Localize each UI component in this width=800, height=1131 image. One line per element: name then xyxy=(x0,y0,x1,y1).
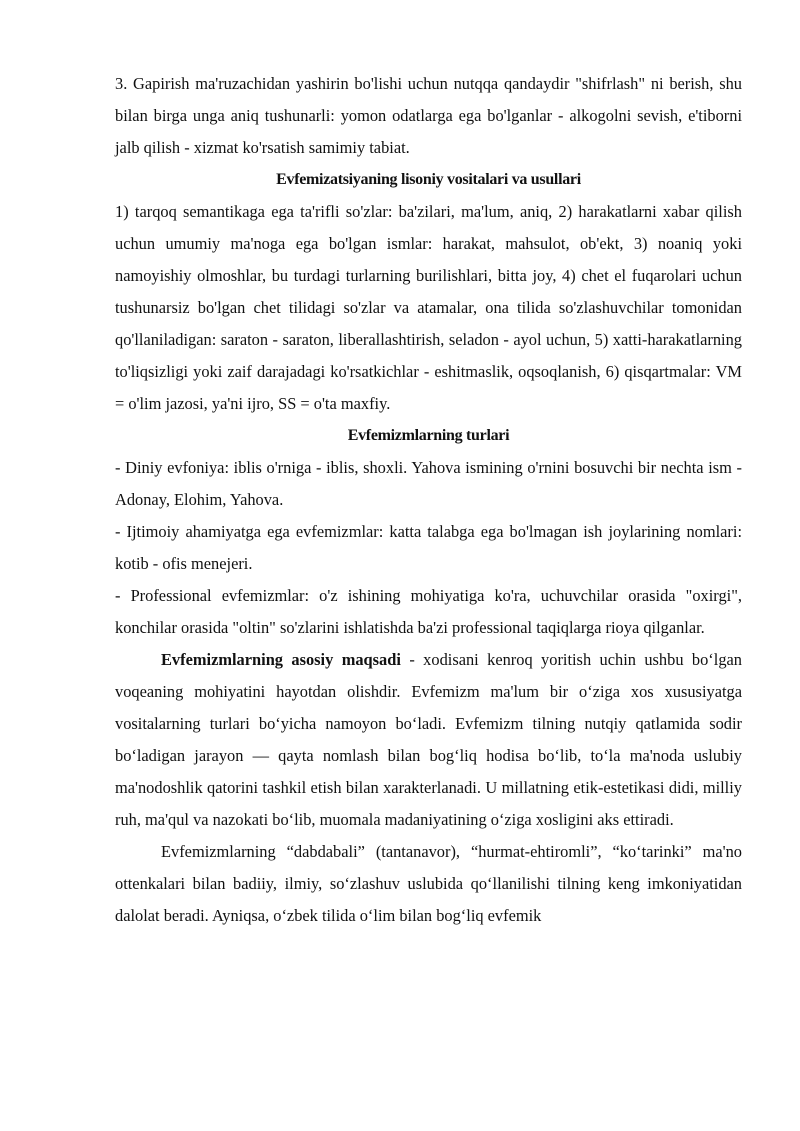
heading-lisoniy-vositalar: Evfemizatsiyaning lisoniy vositalari va usullari xyxy=(276,171,581,188)
list-item-professional: - Professional evfemizmlar: o'z ishining mohiyatiga ko'ra, uchuvchilar orasida "oxirgi", konchilar orasida "oltin" so'zlarini ishlatishda ba'zi professional taqiqlarga rioya qilganlar. xyxy=(115,586,742,637)
paragraph-ottenkalar: Evfemizmlarning “dabdabali” (tantanavor), “hurmat-ehtiromli”, “koʻtarinki” ma'no ottenkalari bilan badiiy, ilmiy, soʻzlashuv uslubida qoʻllanilishi tilning keng imkoniyatidan dalolat beradi. Ayniqsa, oʻzbek tilida oʻlim bilan bogʻliq evfemik xyxy=(115,842,742,925)
paragraph-asosiy-maqsad xyxy=(115,644,742,836)
list-item-ijtimoiy: - Ijtimoiy ahamiyatga ega evfemizmlar: katta talabga ega bo'lmagan ish joylarining nomlari: kotib - ofis menejeri. xyxy=(115,522,742,573)
paragraph-vositalar-list: 1) tarqoq semantikaga ega ta'rifli so'zlar: ba'zilari, ma'lum, aniq, 2) harakatlarni xabar qilish uchun umumiy ma'noga ega bo'lgan ismlar: harakat, mahsulot, ob'ekt, 3) noaniq yoki namoyishiy olmoshlar, bu turdagi turlarning burilishlari, bitta joy, 4) chet el fuqarolari uchun tushunarsiz bo'lgan chet tilidagi so'zlar va atamalar, ona tilida so'zlashuvchilar tomonidan qo'llaniladigan: saraton - saraton, liberallashtirish, seladon - ayol uchun, 5) xatti-harakatlarning to'liqsizligi yoki zaif darajadagi ko'rsatkichlar - eshitmaslik, oqsoqlanish, 6) qisqartmalar: VM = o'lim jazosi, ya'ni ijro, SS = o'ta maxfiy. xyxy=(115,202,742,413)
bold-term: Evfemizmlarning asosiy maqsadi xyxy=(161,650,401,669)
document-page xyxy=(115,68,742,932)
paragraph-asosiy-maqsad-text: - xodisani kenroq yoritish uchin ushbu boʻlgan voqeaning mohiyatini hayotdan olishdir. Evfemizm ma'lum bir oʻziga xos xususiyatga vositalarning turlari boʻyicha namoyon boʻladi. Evfemizm tilning nutqiy qatlamida sodir boʻladigan jarayon — qayta nomlash bilan bogʻliq hodisa boʻlib, toʻla ma'noda uslubiy ma'nodoshlik qatorini tashkil etish bilan xarakterlanadi. U millatning etik-estetikasi didi, milliy ruh, ma'qul va nazokati boʻlib, muomala madaniyatining oʻziga xosligini aks ettiradi. xyxy=(115,650,742,829)
paragraph-shifrlash: 3. Gapirish ma'ruzachidan yashirin bo'lishi uchun nutqqa qandaydir "shifrlash" ni berish, shu bilan birga unga aniq tushunarli: yomon odatlarga ega bo'lganlar - alkogolni sevish, e'tiborni jalb qilish - xizmat ko'rsatish samimiy tabiat. xyxy=(115,74,742,157)
heading-evfemizm-turlari: Evfemizmlarning turlari xyxy=(347,427,510,444)
list-item-diniy: - Diniy evfoniya: iblis o'rniga - iblis, shoxli. Yahova ismining o'rnini bosuvchi bir nechta ism - Adonay, Elohim, Yahova. xyxy=(115,458,742,509)
